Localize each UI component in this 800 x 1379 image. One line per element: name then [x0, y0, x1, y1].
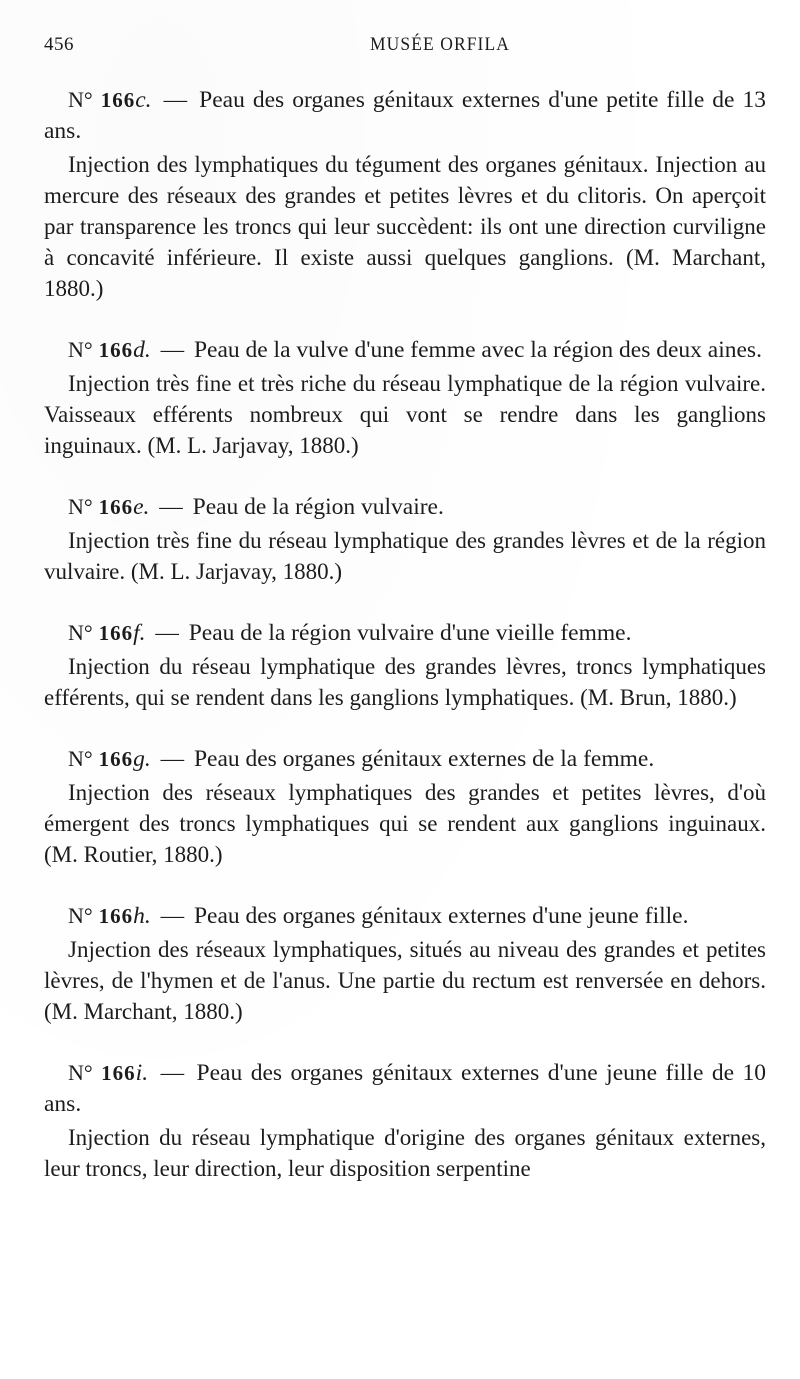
catalog-entry-166d: [44, 334, 766, 461]
entry-number-prefix: N°: [68, 746, 93, 771]
running-title: MUSÉE ORFILA: [370, 34, 510, 55]
entry-number-prefix: N°: [68, 620, 93, 645]
catalog-entry-166h: [44, 900, 766, 1027]
entry-number: 166: [101, 1061, 136, 1085]
entry-letter: e.: [133, 494, 150, 520]
catalog-entry-166c: [44, 84, 766, 304]
entry-dash: —: [160, 903, 185, 929]
entry-description: Injection du réseau lymphatique des grandes lèvres, troncs lymphatiques efférents, qui se rendent dans les ganglions lymphatiques. (M. Brun, 1880.): [44, 654, 766, 710]
entry-number-prefix: N°: [68, 903, 93, 928]
entry-heading: [44, 334, 766, 366]
entry-heading: [44, 491, 766, 523]
catalog-entry-166i: [44, 1057, 766, 1184]
catalog-entry-166e: [44, 491, 766, 587]
entry-heading: [44, 1057, 766, 1120]
entry-title: Peau de la vulve d'une femme avec la région des deux aines.: [193, 337, 762, 363]
entry-title: Peau des organes génitaux externes d'une petite fille de 13 ans.: [44, 87, 767, 144]
catalog-entry-166f: [44, 617, 766, 713]
catalog-entry-166g: [44, 743, 766, 870]
entry-description: Injection des lymphatiques du tégument des organes génitaux. Injection au mercure des réseaux des grandes et petites lèvres et du clitoris. On aperçoit par transparence les troncs qui leur succèdent: ils ont une direction curviligne à concavité inférieure. Il existe aussi quelques ganglions. (M. Marchant, 1880.): [44, 152, 766, 301]
entry-title: Peau des organes génitaux externes d'une jeune fille de 10 ans.: [44, 1060, 767, 1117]
entry-dash: —: [155, 620, 179, 646]
page-number: 456: [44, 34, 74, 55]
entry-number: 166: [98, 747, 134, 771]
entry-heading: [44, 900, 766, 932]
entry-number: 166: [98, 621, 134, 645]
entry-number-prefix: N°: [68, 87, 93, 112]
entry-description: Jnjection des réseaux lymphatiques, situés au niveau des grandes et petites lèvres, de l'hymen et de l'anus. Une partie du rectum est renversée en dehors. (M. Marchant, 1880.): [44, 937, 766, 1024]
entry-letter: h.: [133, 903, 151, 929]
entry-dash: —: [160, 1060, 185, 1086]
entry-title: Peau des organes génitaux externes de la femme.: [193, 746, 655, 772]
entry-dash: —: [160, 337, 185, 363]
entry-dash: —: [159, 494, 183, 520]
page-header: [44, 34, 764, 60]
entry-title: Peau de la région vulvaire.: [192, 494, 444, 520]
entry-letter: g.: [133, 746, 151, 772]
entry-number: 166: [98, 338, 134, 362]
entry-dash: —: [163, 87, 188, 113]
entry-number-prefix: N°: [68, 1060, 93, 1085]
entry-number: 166: [100, 88, 136, 112]
entry-heading: [44, 617, 766, 649]
entry-number: 166: [98, 904, 134, 928]
entry-letter: d.: [133, 337, 151, 363]
entry-number-prefix: N°: [68, 494, 93, 519]
entry-heading: [44, 84, 766, 147]
entry-heading: [44, 743, 766, 775]
entry-letter: c.: [135, 87, 152, 113]
entry-description: Injection des réseaux lymphatiques des grandes et petites lèvres, d'où émergent des troncs lymphatiques qui se rendent aux ganglions inguinaux. (M. Routier, 1880.): [44, 780, 766, 867]
catalog-entries: [44, 84, 766, 1214]
entry-title: Peau des organes génitaux externes d'une jeune fille.: [193, 903, 689, 929]
entry-description: Injection du réseau lymphatique d'origine des organes génitaux externes, leur troncs, leur direction, leur disposition serpentine: [44, 1125, 766, 1181]
entry-title: Peau de la région vulvaire d'une vieille femme.: [188, 620, 632, 646]
entry-number-prefix: N°: [68, 337, 93, 362]
entry-number: 166: [98, 495, 134, 519]
entry-letter: i.: [135, 1060, 149, 1086]
entry-dash: —: [160, 746, 185, 772]
entry-description: Injection très fine du réseau lymphatique des grandes lèvres et de la région vulvaire. (M. L. Jarjavay, 1880.): [44, 528, 766, 584]
entry-description: Injection très fine et très riche du réseau lymphatique de la région vulvaire. Vaisseaux efférents nombreux qui vont se rendre dans les ganglions inguinaux. (M. L. Jarjavay, 1880.): [44, 371, 766, 458]
entry-letter: f.: [133, 620, 146, 646]
